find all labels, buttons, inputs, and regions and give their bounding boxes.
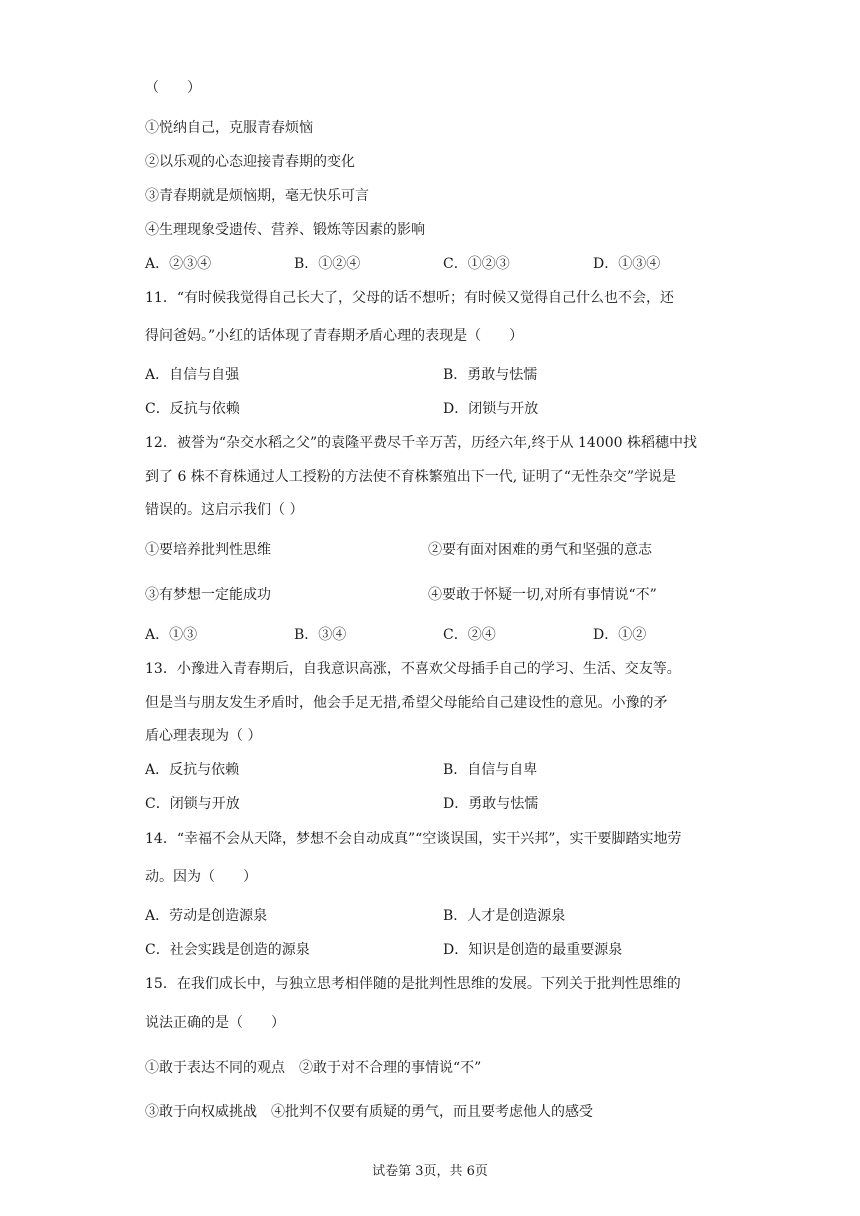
- q12-item-2: ②要有面对困难的勇气和坚强的意志: [428, 542, 652, 558]
- q13-option-c: C．闭锁与开放: [145, 796, 240, 812]
- q14-text-1: 14．“幸福不会从天降，梦想不会自动成真”“空谈误国，实干兴邦”，实干要脚踏实地劳: [145, 831, 682, 847]
- page-footer: 试卷第 3页，共 6页: [372, 1164, 488, 1179]
- q10-item-1: ①悦纳自己，克服青春烦恼: [145, 120, 313, 136]
- q13-text-3: 盾心理表现为（ ）: [145, 728, 262, 744]
- q10-item-2: ②以乐观的心态迎接青春期的变化: [145, 154, 355, 170]
- q13-text-1: 13．小豫进入青春期后，自我意识高涨，不喜欢父母插手自己的学习、生活、交友等。: [145, 661, 681, 677]
- q13-text-2: 但是当与朋友发生矛盾时，他会手足无措,希望父母能给自己建设性的意见。小豫的矛: [145, 695, 668, 711]
- q10-option-d: D．①③④: [593, 256, 661, 272]
- q12-text-2: 到了 6 株不育株通过人工授粉的方法使不育株繁殖出下一代, 证明了“无性杂交”学说是: [145, 469, 677, 485]
- q14-text-2: 动。因为（ ）: [145, 869, 257, 885]
- q13-option-a: A．反抗与依赖: [145, 762, 240, 778]
- q12-item-4: ④要敢于怀疑一切,对所有事情说“不”: [428, 587, 657, 603]
- q11-text-1: 11．“有时候我觉得自己长大了，父母的话不想听；有时候又觉得自己什么也不会，还: [145, 290, 674, 306]
- q11-option-d: D．闭锁与开放: [443, 401, 539, 417]
- q10-option-b: B．①②④: [294, 256, 361, 272]
- q14-option-d: D．知识是创造的最重要源泉: [443, 942, 623, 958]
- q14-option-b: B．人才是创造源泉: [443, 908, 566, 924]
- q12-item-3: ③有梦想一定能成功: [145, 587, 271, 603]
- q11-text-2: 得问爸妈。”小红的话体现了青春期矛盾心理的表现是（ ）: [145, 328, 524, 344]
- q12-text-3: 错误的。这启示我们（ ）: [145, 502, 304, 518]
- q12-option-a: A．①③: [145, 627, 198, 643]
- q11-option-c: C．反抗与依赖: [145, 401, 240, 417]
- q11-option-a: A．自信与自强: [145, 367, 240, 383]
- q15-text-1: 15．在我们成长中，与独立思考相伴随的是批判性思维的发展。下列关于批判性思维的: [145, 976, 681, 992]
- q10-option-a: A．②③④: [145, 256, 212, 272]
- q10-item-3: ③青春期就是烦恼期，毫无快乐可言: [145, 188, 369, 204]
- q12-text-1: 12．被誉为“杂交水稻之父”的袁隆平费尽千辛万苦，历经六年,终于从 14000 株稻穗中找: [145, 435, 698, 451]
- q15-items-line-2: ③敢于向权威挑战 ④批判不仅要有质疑的勇气，而且要考虑他人的感受: [145, 1104, 593, 1120]
- q15-text-2: 说法正确的是（ ）: [145, 1015, 285, 1031]
- q13-option-b: B．自信与自卑: [443, 762, 538, 778]
- q14-option-c: C．社会实践是创造的源泉: [145, 942, 310, 958]
- q15-items-line-1: ①敢于表达不同的观点 ②敢于对不合理的事情说“不”: [145, 1060, 482, 1076]
- q12-option-b: B．③④: [294, 627, 347, 643]
- q10-option-c: C．①②③: [443, 256, 510, 272]
- q13-option-d: D．勇敢与怯懦: [443, 796, 539, 812]
- q10-bracket: （ ）: [145, 80, 201, 96]
- q12-option-d: D．①②: [593, 627, 647, 643]
- q12-option-c: C．②④: [443, 627, 496, 643]
- q14-option-a: A．劳动是创造源泉: [145, 908, 268, 924]
- q12-item-1: ①要培养批判性思维: [145, 542, 271, 558]
- q10-item-4: ④生理现象受遗传、营养、锻炼等因素的影响: [145, 222, 425, 238]
- q11-option-b: B．勇敢与怯懦: [443, 367, 538, 383]
